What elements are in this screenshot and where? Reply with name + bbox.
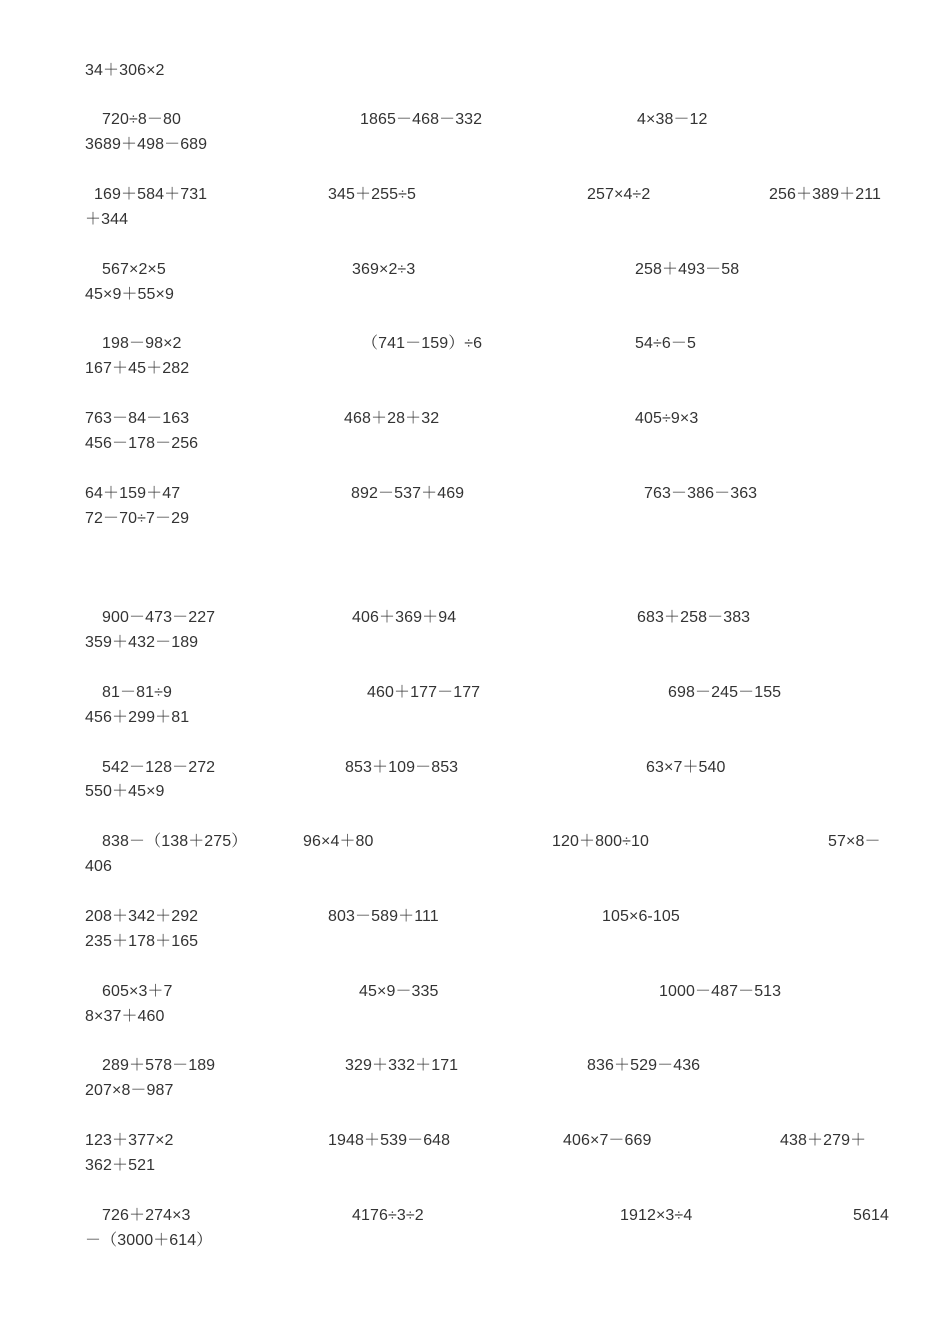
exercise-item: 4176÷3÷2	[352, 1207, 424, 1224]
exercise-line	[0, 1155, 950, 1177]
exercise-item: 207×8－987	[85, 1082, 174, 1099]
exercise-line	[0, 906, 950, 928]
exercise-item: 34＋306×2	[85, 62, 165, 79]
exercise-item: －（3000＋614）	[85, 1232, 213, 1249]
exercise-item: 456－178－256	[85, 435, 199, 452]
exercise-line	[0, 483, 950, 505]
exercise-line	[0, 757, 950, 779]
exercise-item: 726＋274×3	[102, 1207, 191, 1224]
exercise-item: 460＋177－177	[367, 684, 481, 701]
exercise-item: ＋344	[85, 211, 129, 228]
exercise-item: 838－（138＋275）	[102, 833, 248, 850]
exercise-item: 5614	[853, 1207, 889, 1224]
exercise-item: 329＋332＋171	[345, 1057, 459, 1074]
exercise-line	[0, 707, 950, 729]
exercise-item: 542－128－272	[102, 759, 216, 776]
exercise-item: 1948＋539－648	[328, 1132, 451, 1149]
exercise-line	[0, 1230, 950, 1252]
exercise-item: 63×7＋540	[646, 759, 726, 776]
exercise-line	[0, 1080, 950, 1102]
exercise-line	[0, 358, 950, 380]
exercise-item: 605×3＋7	[102, 983, 173, 1000]
exercise-item: （741－159）÷6	[362, 335, 483, 352]
exercise-item: 683＋258－383	[637, 609, 751, 626]
exercise-item: 208＋342＋292	[85, 908, 199, 925]
exercise-item: 803－589＋111	[328, 908, 439, 925]
exercise-item: 468＋28＋32	[344, 410, 440, 427]
exercise-item: 362＋521	[85, 1157, 156, 1174]
exercise-item: 64＋159＋47	[85, 485, 181, 502]
exercise-line	[0, 284, 950, 306]
exercise-item: 45×9－335	[359, 983, 439, 1000]
exercise-item: 54÷6－5	[635, 335, 696, 352]
exercise-item: 120＋800÷10	[552, 833, 649, 850]
exercise-item: 900－473－227	[102, 609, 216, 626]
exercise-item: 3689＋498－689	[85, 136, 208, 153]
exercise-item: 289＋578－189	[102, 1057, 216, 1074]
exercise-line	[0, 1055, 950, 1077]
exercise-line	[0, 856, 950, 878]
exercise-item: 836＋529－436	[587, 1057, 701, 1074]
exercise-line	[0, 333, 950, 355]
exercise-item: 167＋45＋282	[85, 360, 190, 377]
exercise-line	[0, 1130, 950, 1152]
exercise-item: 123＋377×2	[85, 1132, 174, 1149]
exercise-line	[0, 931, 950, 953]
exercise-item: 4×38－12	[637, 111, 708, 128]
exercise-line	[0, 209, 950, 231]
exercise-item: 763－386－363	[644, 485, 758, 502]
exercise-line	[0, 408, 950, 430]
exercise-item: 405÷9×3	[635, 410, 699, 427]
exercise-item: 198－98×2	[102, 335, 182, 352]
exercise-item: 406＋369＋94	[352, 609, 457, 626]
exercise-line	[0, 109, 950, 131]
exercise-item: 235＋178＋165	[85, 933, 199, 950]
exercise-item: 57×8－	[828, 833, 881, 850]
exercise-item: 406	[85, 858, 112, 875]
exercise-item: 550＋45×9	[85, 783, 165, 800]
exercise-item: 72－70÷7－29	[85, 510, 190, 527]
exercise-item: 345＋255÷5	[328, 186, 416, 203]
exercise-item: 81－81÷9	[102, 684, 172, 701]
exercise-line	[0, 184, 950, 206]
exercise-line	[0, 433, 950, 455]
exercise-item: 438＋279＋	[780, 1132, 867, 1149]
exercise-line	[0, 682, 950, 704]
exercise-line	[0, 632, 950, 654]
exercise-item: 698－245－155	[668, 684, 782, 701]
exercise-item: 892－537＋469	[351, 485, 465, 502]
exercise-item: 720÷8－80	[102, 111, 181, 128]
exercise-item: 256＋389＋211	[769, 186, 881, 203]
exercise-line	[0, 981, 950, 1003]
exercise-item: 1912×3÷4	[620, 1207, 693, 1224]
exercise-line	[0, 831, 950, 853]
exercise-item: 258＋493－58	[635, 261, 740, 278]
exercise-item: 96×4＋80	[303, 833, 374, 850]
exercise-line	[0, 134, 950, 156]
exercise-item: 763－84－163	[85, 410, 190, 427]
exercise-line	[0, 781, 950, 803]
exercise-item: 456＋299＋81	[85, 709, 190, 726]
exercise-item: 257×4÷2	[587, 186, 651, 203]
exercise-item: 567×2×5	[102, 261, 166, 278]
exercise-item: 8×37＋460	[85, 1008, 165, 1025]
exercise-line	[0, 1205, 950, 1227]
exercise-item: 853＋109－853	[345, 759, 459, 776]
exercise-item: 1865－468－332	[360, 111, 483, 128]
exercise-line	[0, 508, 950, 530]
exercise-item: 105×6-105	[602, 908, 680, 925]
exercise-line	[0, 60, 950, 82]
exercise-line	[0, 259, 950, 281]
exercise-item: 406×7－669	[563, 1132, 652, 1149]
exercise-line	[0, 607, 950, 629]
exercise-item: 45×9＋55×9	[85, 286, 174, 303]
exercise-item: 359＋432－189	[85, 634, 199, 651]
exercise-item: 1000－487－513	[659, 983, 782, 1000]
exercise-line	[0, 1006, 950, 1028]
exercise-item: 169＋584＋731	[94, 186, 208, 203]
exercise-item: 369×2÷3	[352, 261, 416, 278]
